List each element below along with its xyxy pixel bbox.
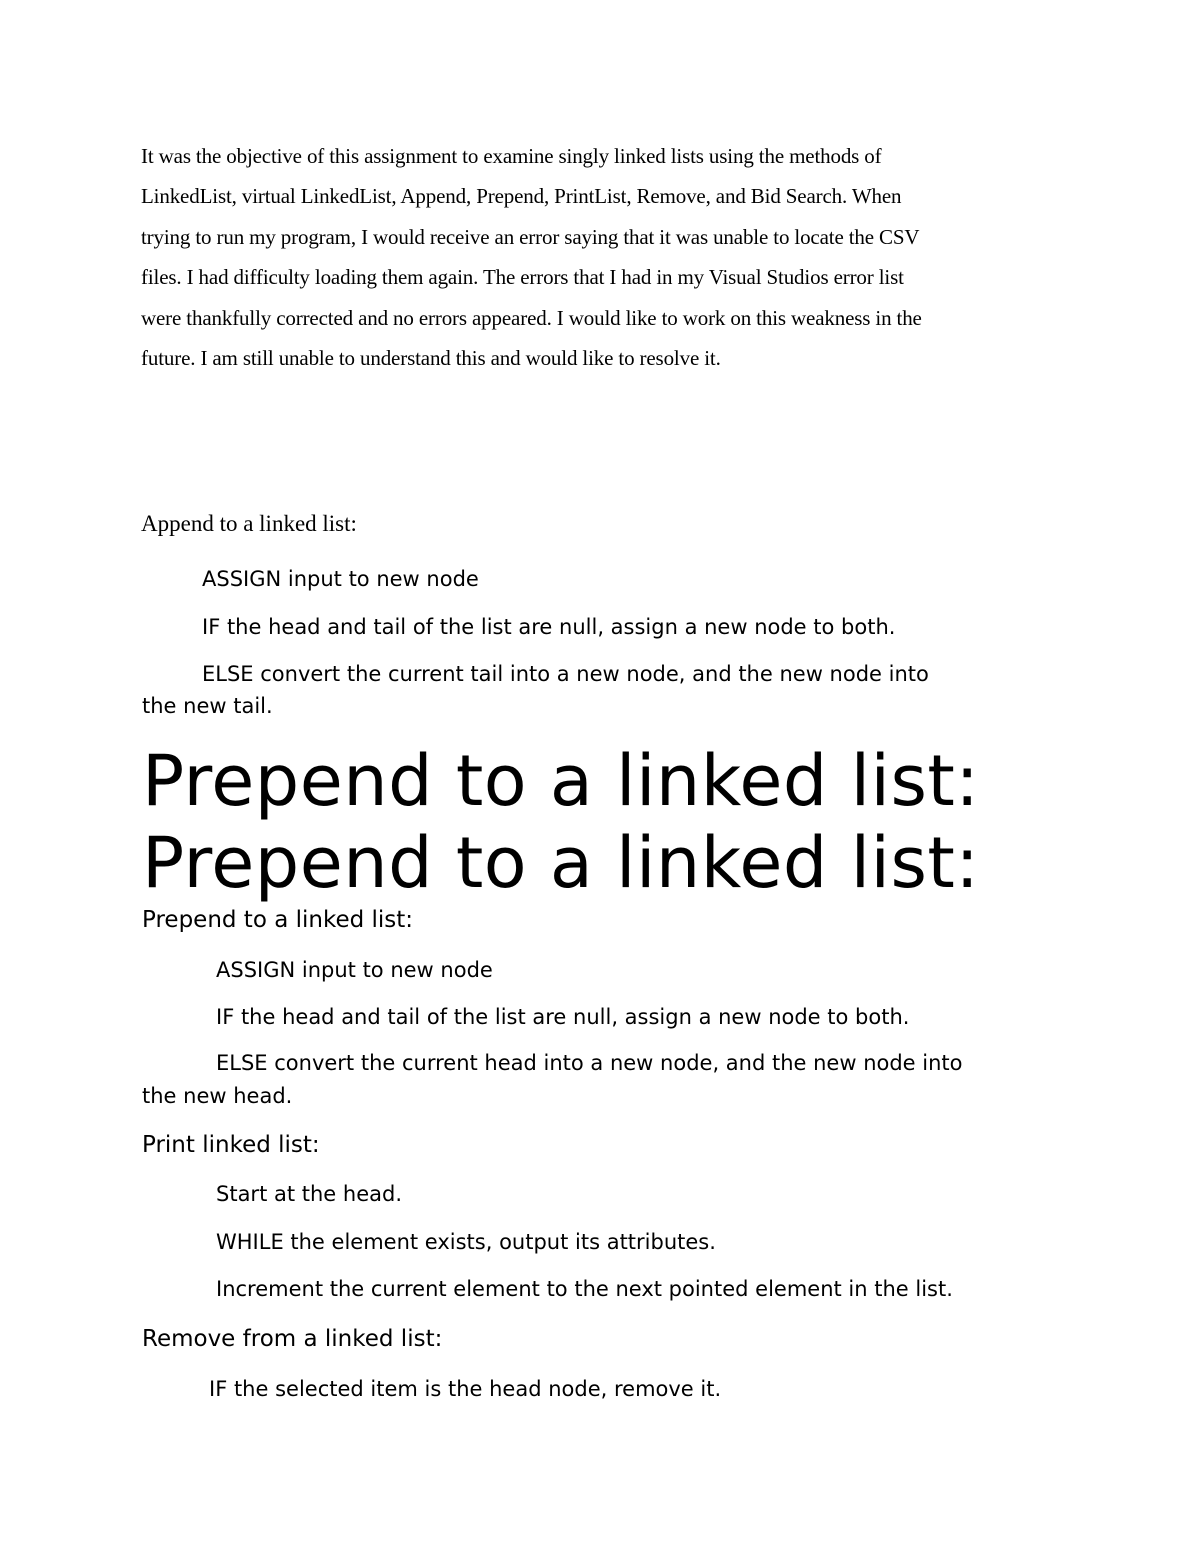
prepend-step-else: ELSE convert the current head into a new node, and the new node into xyxy=(216,1051,963,1075)
remove-heading: Remove from a linked list: xyxy=(142,1326,443,1352)
append-step-if: IF the head and tail of the list are null, assign a new node to both. xyxy=(202,615,896,639)
append-step-else-continued: the new tail. xyxy=(142,694,273,718)
prepend-step-if: IF the head and tail of the list are null, assign a new node to both. xyxy=(216,1005,910,1029)
prepend-step-else-continued: the new head. xyxy=(142,1084,293,1108)
prepend-big-heading-2: Prepend to a linked list: xyxy=(142,822,980,904)
append-heading: Append to a linked list: xyxy=(141,511,357,536)
intro-line-6: future. I am still unable to understand this and would like to resolve it. xyxy=(141,346,721,370)
intro-line-2: LinkedList, virtual LinkedList, Append, Prepend, PrintList, Remove, and Bid Search. When xyxy=(141,184,902,208)
intro-line-4: files. I had difficulty loading them again. The errors that I had in my Visual Studios error list xyxy=(141,265,904,289)
print-step-while: WHILE the element exists, output its attributes. xyxy=(216,1230,716,1254)
print-step-increment: Increment the current element to the next pointed element in the list. xyxy=(216,1277,953,1301)
intro-line-5: were thankfully corrected and no errors appeared. I would like to work on this weakness in the xyxy=(141,306,922,330)
append-step-else: ELSE convert the current tail into a new node, and the new node into xyxy=(202,662,929,686)
print-heading: Print linked list: xyxy=(142,1132,320,1158)
prepend-big-heading-1: Prepend to a linked list: xyxy=(142,740,980,822)
print-step-start: Start at the head. xyxy=(216,1182,402,1206)
intro-line-3: trying to run my program, I would receive an error saying that it was unable to locate the CSV xyxy=(141,225,920,249)
prepend-step-assign: ASSIGN input to new node xyxy=(216,958,493,982)
append-step-assign: ASSIGN input to new node xyxy=(202,567,479,591)
prepend-heading: Prepend to a linked list: xyxy=(142,907,414,933)
remove-step-if: IF the selected item is the head node, remove it. xyxy=(209,1377,722,1401)
intro-line-1: It was the objective of this assignment to examine singly linked lists using the methods of xyxy=(141,144,882,168)
